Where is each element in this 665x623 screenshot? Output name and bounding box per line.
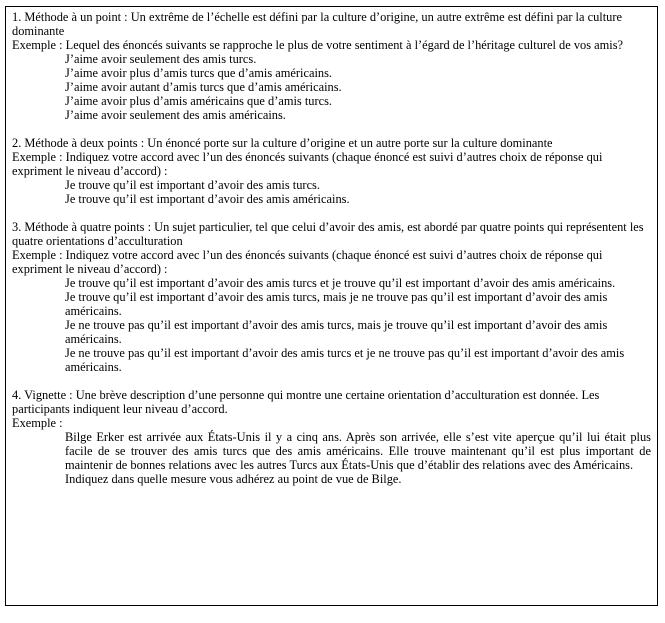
content-box bbox=[5, 6, 658, 606]
vignette-question: Indiquez dans quelle mesure vous adhérez au point de vue de Bilge. bbox=[65, 472, 402, 486]
list-item: J’aime avoir plus d’amis américains que d’amis turcs. bbox=[65, 94, 333, 108]
item-list bbox=[12, 276, 651, 374]
vignette-text: Bilge Erker est arrivée aux États-Unis il y a cinq ans. Après son arrivée, elle s’est vite aperçue qu’il lui était plus facile de se trouver des amis turcs que des amis américains. Elle trouve maintenant qu’il est plus important de maintenir de bonnes relations avec les autres Turcs aux États-Unis que d’établir des relations avec des Américains. bbox=[65, 430, 651, 472]
section-example: Exemple : bbox=[12, 416, 63, 430]
list-item: Je ne trouve pas qu’il est important d’avoir des amis turcs, mais je trouve qu’il est important d’avoir des amis américains. bbox=[65, 318, 608, 346]
list-item: J’aime avoir seulement des amis américains. bbox=[65, 108, 286, 122]
section-heading: 1. Méthode à un point : Un extrême de l’échelle est défini par la culture d’origine, un autre extrême est défini par la culture dominante bbox=[12, 10, 623, 38]
section-example: Exemple : Indiquez votre accord avec l’un des énoncés suivants (chaque énoncé est suivi d’autres choix de réponse qui expriment le niveau d’accord) : bbox=[12, 248, 603, 276]
section-vignette bbox=[12, 388, 651, 486]
list-item: Je ne trouve pas qu’il est important d’avoir des amis turcs et je ne trouve pas qu’il est important d’avoir des amis américains. bbox=[65, 346, 625, 374]
section-example: Exemple : Indiquez votre accord avec l’un des énoncés suivants (chaque énoncé est suivi d’autres choix de réponse qui expriment le niveau d’accord) : bbox=[12, 150, 603, 178]
section-four-points bbox=[12, 220, 651, 374]
list-item: Je trouve qu’il est important d’avoir des amis turcs et je trouve qu’il est important d’avoir des amis américains. bbox=[65, 276, 616, 290]
item-list bbox=[12, 52, 651, 122]
list-item: J’aime avoir autant d’amis turcs que d’amis américains. bbox=[65, 80, 342, 94]
section-heading: 4. Vignette : Une brève description d’une personne qui montre une certaine orientation d’acculturation est donnée. Les participants indiquent leur niveau d’accord. bbox=[12, 388, 600, 416]
section-example: Exemple : Lequel des énoncés suivants se rapproche le plus de votre sentiment à l’égard de l’héritage culturel de vos amis? bbox=[12, 38, 624, 52]
item-list bbox=[12, 430, 651, 486]
section-heading: 2. Méthode à deux points : Un énoncé porte sur la culture d’origine et un autre porte sur la culture dominante bbox=[12, 136, 553, 150]
section-one-point bbox=[12, 10, 651, 122]
list-item: Je trouve qu’il est important d’avoir des amis américains. bbox=[65, 192, 350, 206]
list-item: J’aime avoir seulement des amis turcs. bbox=[65, 52, 257, 66]
item-list bbox=[12, 178, 651, 206]
section-two-points bbox=[12, 136, 651, 206]
list-item: J’aime avoir plus d’amis turcs que d’amis américains. bbox=[65, 66, 333, 80]
section-heading: 3. Méthode à quatre points : Un sujet particulier, tel que celui d’avoir des amis, est abordé par quatre points qui représentent les quatre orientations d’acculturation bbox=[12, 220, 644, 248]
list-item: Je trouve qu’il est important d’avoir des amis turcs. bbox=[65, 178, 320, 192]
list-item: Je trouve qu’il est important d’avoir des amis turcs, mais je ne trouve pas qu’il est important d’avoir des amis américains. bbox=[65, 290, 608, 318]
